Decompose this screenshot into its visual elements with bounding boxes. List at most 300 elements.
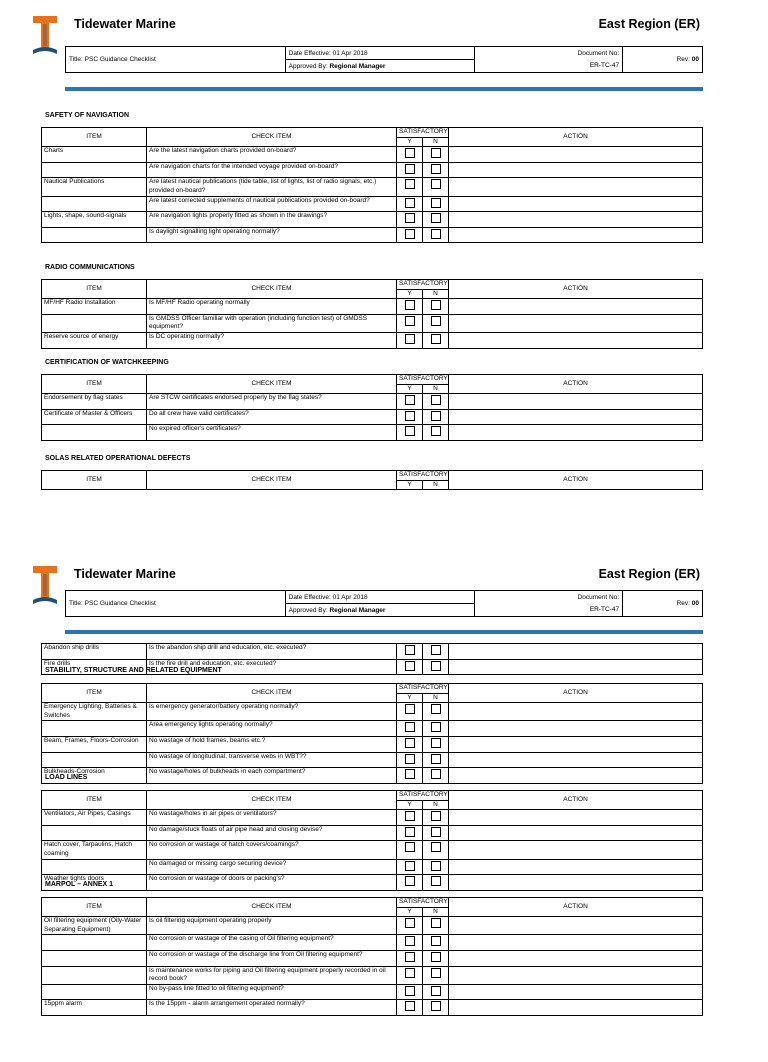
document-no-value: ER-TC-47 [475,60,623,73]
check-item-cell: Are STCW certificates endorsed properly by the flag states? [147,394,397,410]
action-cell[interactable] [449,875,703,891]
no-cell [423,721,449,737]
table-row [42,162,703,178]
col-header-check-item: CHECK ITEM [147,791,397,810]
col-header-item: ITEM [42,898,147,917]
item-cell: Hatch cover, Tarpaulins, Hatch coaming [42,841,147,859]
item-cell [42,825,147,841]
no-cell [423,917,449,935]
yes-checkbox[interactable] [405,722,415,732]
item-cell: Bulkheads-Corrosion [42,768,147,784]
col-header-check-item: CHECK ITEM [147,684,397,703]
yes-checkbox[interactable] [405,1001,415,1011]
table-row [42,196,703,212]
item-cell: Weather tights doors [42,875,147,891]
table-row [42,875,703,891]
table-row [42,984,703,1000]
check-item-cell: No corrosion or wastage of doors or packing's? [147,875,397,891]
table-row [42,703,703,721]
no-checkbox[interactable] [431,704,441,714]
no-cell [423,859,449,875]
no-checkbox[interactable] [431,164,441,174]
yes-checkbox[interactable] [405,198,415,208]
no-cell [423,425,449,441]
col-header-action: ACTION [449,280,703,299]
action-cell[interactable] [449,162,703,178]
action-cell[interactable] [449,659,703,675]
item-cell [42,196,147,212]
no-cell [423,212,449,228]
no-checkbox[interactable] [431,411,441,421]
action-cell[interactable] [449,227,703,243]
item-cell: Oil filtering equipment (Oily-Water Separating Equipment) [42,917,147,935]
title-cell: Title: PSC Guidance Checklist [66,47,286,73]
checklist-table [41,374,703,441]
yes-checkbox[interactable] [405,395,415,405]
yes-checkbox[interactable] [405,842,415,852]
action-cell[interactable] [449,147,703,163]
action-cell[interactable] [449,212,703,228]
yes-checkbox[interactable] [405,968,415,978]
check-item-cell: Is GMDSS Officer familiar with operation (including function test) of GMDSS equipment? [147,314,397,332]
no-checkbox[interactable] [431,952,441,962]
check-item-cell: No corrosion or wastage of hatch covers/coamings? [147,841,397,859]
date-effective-cell: Date Effective: 01 Apr 2018 [285,591,475,604]
yes-cell [397,875,423,891]
col-header-action: ACTION [449,471,703,490]
yes-cell [397,227,423,243]
no-checkbox[interactable] [431,861,441,871]
check-item-cell: Is daylight signalling light operating normally? [147,227,397,243]
yes-checkbox[interactable] [405,661,415,671]
check-item-cell: No wastage/holes of bulkheads in each compartment? [147,768,397,784]
col-header-item: ITEM [42,375,147,394]
yes-cell [397,299,423,315]
col-header-action: ACTION [449,128,703,147]
no-checkbox[interactable] [431,986,441,996]
table-row [42,768,703,784]
no-cell [423,841,449,859]
no-checkbox[interactable] [431,936,441,946]
check-item-cell: No wastage of longitudinal, transverse webs in WBT?? [147,752,397,768]
no-cell [423,703,449,721]
action-cell[interactable] [449,752,703,768]
table-row [42,859,703,875]
check-item-cell: Is emergency generator/battery operating normally? [147,703,397,721]
check-item-cell: Are latest nautical publications (tide table, list of lights, list of radio signals, etc.) provided on-board? [147,178,397,196]
check-item-cell: Is the abandon ship drill and education, etc. executed? [147,644,397,660]
action-cell[interactable] [449,825,703,841]
company-logo-icon [30,14,60,56]
item-cell [42,859,147,875]
item-cell [42,227,147,243]
item-cell [42,721,147,737]
section-title: SOLAS RELATED OPERATIONAL DEFECTS [45,455,191,462]
no-cell [423,810,449,826]
yes-checkbox[interactable] [405,811,415,821]
no-checkbox[interactable] [431,754,441,764]
no-cell [423,196,449,212]
col-header-satisfactory: SATISFACTORY [397,280,449,290]
no-checkbox[interactable] [431,1001,441,1011]
item-cell: Nautical Publications [42,178,147,196]
item-cell: Ventilators, Air Pipes, Casings [42,810,147,826]
page-2 [0,550,768,1062]
item-cell [42,935,147,951]
table-row [42,1000,703,1016]
action-cell[interactable] [449,966,703,984]
col-header-item: ITEM [42,684,147,703]
yes-checkbox[interactable] [405,164,415,174]
col-header-no: N [423,384,449,394]
yes-checkbox[interactable] [405,986,415,996]
check-item-cell: No wastage/holes in air pipes or ventilators? [147,810,397,826]
col-header-item: ITEM [42,791,147,810]
check-item-cell: Are latest corrected supplements of nautical publications provided on-board? [147,196,397,212]
item-cell [42,752,147,768]
checklist-table [41,470,703,490]
table-row [42,966,703,984]
table-row [42,314,703,332]
table-row [42,810,703,826]
section-title: CERTIFICATION OF WATCHKEEPING [45,359,169,366]
yes-checkbox[interactable] [405,738,415,748]
no-checkbox[interactable] [431,827,441,837]
check-item-cell: Area emergency lights operating normally? [147,721,397,737]
yes-cell [397,859,423,875]
yes-checkbox[interactable] [405,769,415,779]
item-cell [42,314,147,332]
yes-checkbox[interactable] [405,229,415,239]
col-header-yes: Y [397,907,423,917]
yes-checkbox[interactable] [405,334,415,344]
check-item-cell: Is DC operating normally? [147,332,397,348]
yes-cell [397,425,423,441]
no-checkbox[interactable] [431,722,441,732]
section-title: MARPOL – ANNEX 1 [45,881,114,888]
yes-checkbox[interactable] [405,827,415,837]
company-name: Tidewater Marine [74,17,176,31]
region-name: East Region (ER) [598,17,700,31]
col-header-satisfactory: SATISFACTORY [397,375,449,385]
yes-cell [397,332,423,348]
header-divider [65,87,703,91]
col-header-no: N [423,693,449,703]
action-cell[interactable] [449,332,703,348]
action-cell[interactable] [449,299,703,315]
col-header-satisfactory: SATISFACTORY [397,471,449,481]
section-title: SAFETY OF NAVIGATION [45,112,130,119]
col-header-yes: Y [397,480,423,490]
table-row [42,227,703,243]
yes-cell [397,917,423,935]
item-cell: MF/HF Radio Installation [42,299,147,315]
company-logo-icon [30,564,60,606]
yes-checkbox[interactable] [405,704,415,714]
col-header-check-item: CHECK ITEM [147,128,397,147]
action-cell[interactable] [449,810,703,826]
yes-checkbox[interactable] [405,876,415,886]
check-item-cell: No by-pass line fitted to oil filtering equipment? [147,984,397,1000]
yes-checkbox[interactable] [405,179,415,189]
rev-cell: Rev: 00 [623,591,703,617]
col-header-satisfactory: SATISFACTORY [397,791,449,801]
check-item-cell: Are navigation charts for the intended voyage provided on-board? [147,162,397,178]
yes-cell [397,212,423,228]
no-cell [423,409,449,425]
yes-cell [397,147,423,163]
table-row [42,752,703,768]
action-cell[interactable] [449,984,703,1000]
yes-cell [397,950,423,966]
check-item-cell: Is maintenance works for piping and Oil filtering equipment properly recorded in oil record book? [147,966,397,984]
yes-cell [397,314,423,332]
yes-cell [397,752,423,768]
col-header-yes: Y [397,289,423,299]
document-header-table [65,46,703,73]
yes-checkbox[interactable] [405,918,415,928]
item-cell: Abandon ship drills [42,644,147,660]
table-row [42,841,703,859]
no-checkbox[interactable] [431,300,441,310]
title-cell: Title: PSC Guidance Checklist [66,591,286,617]
item-cell: Certificate of Master & Officers [42,409,147,425]
action-cell[interactable] [449,917,703,935]
checklist-table [41,279,703,349]
item-cell: 15ppm alarm [42,1000,147,1016]
action-cell[interactable] [449,1000,703,1016]
check-item-cell: Is the 15ppm - alarm arrangement operated normally? [147,1000,397,1016]
no-checkbox[interactable] [431,842,441,852]
no-checkbox[interactable] [431,334,441,344]
no-checkbox[interactable] [431,213,441,223]
no-checkbox[interactable] [431,229,441,239]
col-header-satisfactory: SATISFACTORY [397,128,449,138]
action-cell[interactable] [449,935,703,951]
yes-cell [397,810,423,826]
yes-checkbox[interactable] [405,300,415,310]
action-cell[interactable] [449,859,703,875]
yes-cell [397,394,423,410]
col-header-no: N [423,289,449,299]
action-cell[interactable] [449,703,703,721]
table-row [42,299,703,315]
yes-checkbox[interactable] [405,754,415,764]
table-row [42,332,703,348]
yes-cell [397,409,423,425]
col-header-no: N [423,137,449,147]
action-cell[interactable] [449,314,703,332]
document-no-label: Document No: [475,47,623,60]
no-cell [423,178,449,196]
action-cell[interactable] [449,768,703,784]
yes-cell [397,721,423,737]
table-row [42,147,703,163]
no-checkbox[interactable] [431,769,441,779]
check-item-cell: Do all crew have valid certificates? [147,409,397,425]
check-item-cell: No damage/stuck floats of air pipe head and closing devise? [147,825,397,841]
no-checkbox[interactable] [431,395,441,405]
yes-checkbox[interactable] [405,148,415,158]
no-cell [423,736,449,752]
checklist-table [41,683,703,784]
no-checkbox[interactable] [431,918,441,928]
no-checkbox[interactable] [431,811,441,821]
col-header-check-item: CHECK ITEM [147,471,397,490]
action-cell[interactable] [449,196,703,212]
table-row [42,917,703,935]
action-cell[interactable] [449,721,703,737]
check-item-cell: Is MF/HF Radio operating normally [147,299,397,315]
col-header-no: N [423,800,449,810]
table-row [42,394,703,410]
no-checkbox[interactable] [431,645,441,655]
no-cell [423,162,449,178]
item-cell [42,966,147,984]
yes-checkbox[interactable] [405,861,415,871]
item-cell [42,162,147,178]
no-checkbox[interactable] [431,738,441,748]
item-cell [42,984,147,1000]
col-header-action: ACTION [449,375,703,394]
checklist-table [41,127,703,243]
action-cell[interactable] [449,394,703,410]
yes-checkbox[interactable] [405,645,415,655]
check-item-cell: No wastage of hold frames, beams etc.? [147,736,397,752]
action-cell[interactable] [449,409,703,425]
check-item-cell: Is the fire drill and education, etc. executed? [147,659,397,675]
yes-checkbox[interactable] [405,936,415,946]
col-header-action: ACTION [449,791,703,810]
check-item-cell: No corrosion or wastage of the casing of Oil filtering equipment? [147,935,397,951]
col-header-yes: Y [397,137,423,147]
no-checkbox[interactable] [431,316,441,326]
no-cell [423,314,449,332]
no-cell [423,332,449,348]
no-cell [423,875,449,891]
no-cell [423,768,449,784]
col-header-action: ACTION [449,898,703,917]
item-cell: Lights, shape, sound-signals [42,212,147,228]
col-header-no: N [423,907,449,917]
company-name: Tidewater Marine [74,567,176,581]
action-cell[interactable] [449,644,703,660]
table-row [42,721,703,737]
no-cell [423,984,449,1000]
col-header-action: ACTION [449,684,703,703]
yes-cell [397,768,423,784]
no-cell [423,935,449,951]
col-header-check-item: CHECK ITEM [147,280,397,299]
header-divider [65,630,703,634]
checklist-table [41,897,703,1016]
col-header-no: N [423,480,449,490]
no-checkbox[interactable] [431,148,441,158]
yes-cell [397,984,423,1000]
yes-cell [397,162,423,178]
check-item-cell: No damaged or missing cargo securing device? [147,859,397,875]
col-header-satisfactory: SATISFACTORY [397,898,449,908]
col-header-yes: Y [397,693,423,703]
document-header-table [65,590,703,617]
approved-by-cell: Approved By: Regional Manager [285,60,475,73]
item-cell: Reserve source of energy [42,332,147,348]
check-item-cell: No corrosion or wastage of the discharge line from Oil filtering equipment? [147,950,397,966]
table-row [42,425,703,441]
yes-cell [397,659,423,675]
date-effective-cell: Date Effective: 01 Apr 2018 [285,47,475,60]
document-no-label: Document No: [475,591,623,604]
item-cell: Endorsement by flag states [42,394,147,410]
table-row [42,178,703,196]
section-title: STABILITY, STRUCTURE AND RELATED EQUIPMENT [45,667,222,674]
yes-cell [397,825,423,841]
action-cell[interactable] [449,950,703,966]
yes-cell [397,736,423,752]
page-1 [0,0,768,512]
item-cell: Emergency Lighting, Batteries & Switches [42,703,147,721]
no-cell [423,299,449,315]
no-checkbox[interactable] [431,968,441,978]
no-cell [423,227,449,243]
no-checkbox[interactable] [431,876,441,886]
no-checkbox[interactable] [431,179,441,189]
yes-cell [397,178,423,196]
yes-checkbox[interactable] [405,213,415,223]
col-header-yes: Y [397,800,423,810]
yes-cell [397,966,423,984]
col-header-check-item: CHECK ITEM [147,898,397,917]
yes-checkbox[interactable] [405,952,415,962]
yes-cell [397,841,423,859]
no-checkbox[interactable] [431,426,441,436]
no-checkbox[interactable] [431,198,441,208]
item-cell: Fire drills [42,659,147,675]
yes-checkbox[interactable] [405,411,415,421]
no-cell [423,1000,449,1016]
no-checkbox[interactable] [431,661,441,671]
table-row [42,935,703,951]
action-cell[interactable] [449,178,703,196]
col-header-yes: Y [397,384,423,394]
checklist-table [41,790,703,891]
item-cell: Charts [42,147,147,163]
approved-by-cell: Approved By: Regional Manager [285,604,475,617]
document-no-value: ER-TC-47 [475,604,623,617]
no-cell [423,950,449,966]
no-cell [423,644,449,660]
check-item-cell: No expired officer's certificates? [147,425,397,441]
table-row [42,644,703,660]
section-title: LOAD LINES [45,774,88,781]
yes-cell [397,196,423,212]
col-header-check-item: CHECK ITEM [147,375,397,394]
action-cell[interactable] [449,425,703,441]
table-row [42,825,703,841]
table-row [42,950,703,966]
table-row [42,736,703,752]
region-name: East Region (ER) [598,567,700,581]
col-header-satisfactory: SATISFACTORY [397,684,449,694]
action-cell[interactable] [449,736,703,752]
check-item-cell: Are navigation lights properly fitted as shown in the drawings? [147,212,397,228]
yes-checkbox[interactable] [405,426,415,436]
action-cell[interactable] [449,841,703,859]
no-cell [423,825,449,841]
yes-cell [397,1000,423,1016]
check-item-cell: Are the latest navigation charts provided on-board? [147,147,397,163]
yes-checkbox[interactable] [405,316,415,326]
